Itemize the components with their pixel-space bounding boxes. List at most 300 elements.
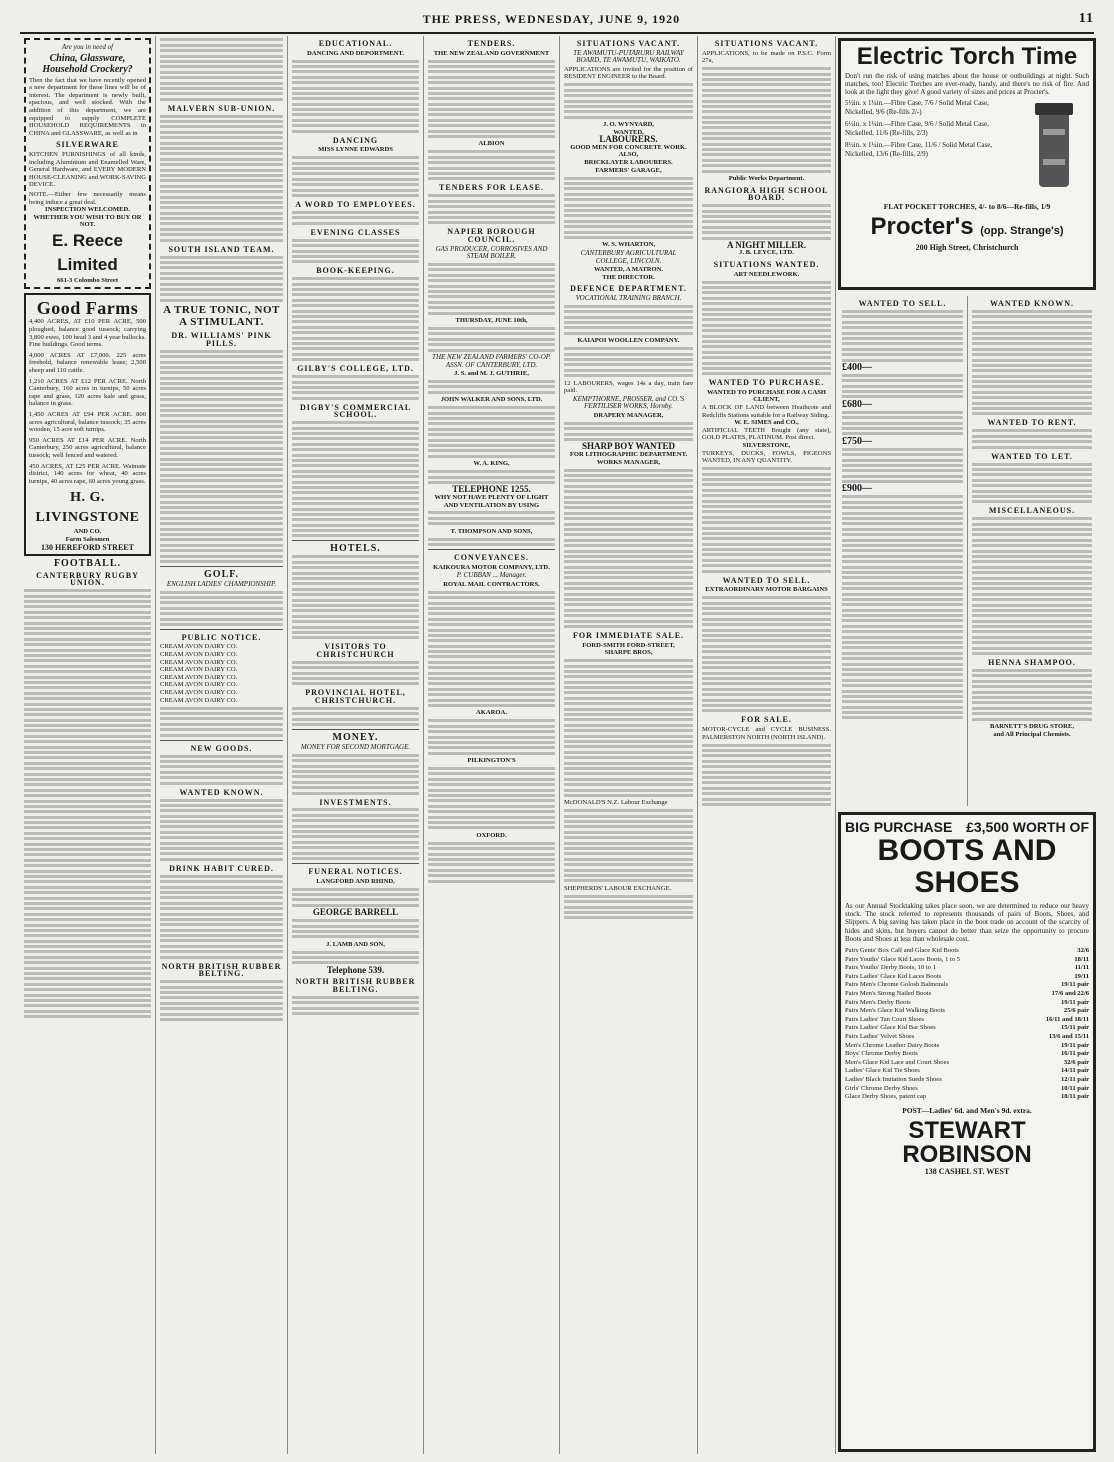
new-goods-text xyxy=(160,755,283,785)
boots-item-price: 19/11 xyxy=(1074,972,1089,980)
chalmers-text xyxy=(564,177,693,239)
king-name: W. A. KING, xyxy=(473,460,510,468)
torch-intro: Don't run the risk of using matches about the house or outbuildings at night. Such matches, too! Electric Torches are ever-ready, handy, and there's no risk of fire. And look at the light they give! A good variety of sizes and prices at Procter's. xyxy=(845,72,1089,96)
page-number: 11 xyxy=(1078,11,1094,26)
column-4 xyxy=(424,36,560,1454)
boots-price-row xyxy=(845,973,1089,982)
sell-text-e xyxy=(842,495,963,719)
mcdonalds-exchange: McDONALD'S N.Z. Labour Exchange xyxy=(564,799,668,807)
let-text xyxy=(972,463,1092,504)
torch-price-list xyxy=(845,99,1015,199)
guthrie-name: J. S. and M. J. GUTHRIE, xyxy=(454,370,529,378)
art-needlework: ART NEEDLEWORK. xyxy=(733,270,800,278)
evening-classes-heading: EVENING CLASSES xyxy=(310,227,401,237)
boots-item-price: 18/11 pair xyxy=(1060,1093,1089,1101)
henna-text xyxy=(972,669,1092,721)
boots-price-row xyxy=(845,1033,1089,1042)
cream-line: CREAM AVON DAIRY CO. xyxy=(160,673,238,681)
thursday-line: THURSDAY, JUNE 10th, xyxy=(455,316,528,324)
engineer-text xyxy=(564,83,693,118)
boots-top-line xyxy=(845,819,1089,835)
livingstone-name: H. G. LIVINGSTONE xyxy=(35,490,140,526)
evening-text xyxy=(292,239,419,264)
boots-item-price: 32/6 pair xyxy=(1063,1058,1089,1066)
south-island-text xyxy=(160,256,283,302)
cream-line: CREAM AVON DAIRY CO. xyxy=(160,658,238,666)
boots-intro: As our Annual Stocktaking takes place soon, we are determined to reduce our heavy stock. The stock referred to represents thousands of pairs of Boots, Shoes, and Slippers. A big saving has taken place in the boot trade on account of the scarcity of hides and skins, but buyers cannot do better than seize the opportunity to procure Boots and Shoes at less than wholesale cost. xyxy=(845,902,1089,943)
john-walker: JOHN WALKER AND SONS, LTD. xyxy=(440,396,543,404)
situations-vacant-heading-2: SITUATIONS VACANT. xyxy=(714,39,819,48)
gilby-text xyxy=(292,375,419,400)
investments-text xyxy=(292,808,419,860)
barrell-text xyxy=(292,919,419,938)
albion-name: ALBION xyxy=(478,140,505,148)
procters-line xyxy=(845,215,1089,243)
lamb-telephone: Telephone 539. xyxy=(326,964,385,975)
boots-price-row xyxy=(845,1085,1089,1094)
farm-item: 1,210 ACRES AT £12 PER ACRE. North Canterbury, 160 acres in turnips, 50 acres rape and grass, 120 acres kale and grass, balance in grass. xyxy=(29,377,146,408)
drapery-text xyxy=(564,422,693,441)
pink-pills-text xyxy=(160,350,283,563)
rubber-text-2 xyxy=(292,996,419,1015)
wanted-sell-heading-2: WANTED TO SELL. xyxy=(858,299,947,308)
procters-name: Procter's xyxy=(870,213,974,240)
boots-item-name: Pairs Ladies' Glace Kid Laces Boots xyxy=(845,972,942,980)
price-750: £750— xyxy=(842,435,872,447)
rubber-belting-text xyxy=(160,980,283,1021)
canterbury-agricultural: CANTERBURY AGRICULTURAL COLLEGE, LINCOLN. xyxy=(580,248,677,265)
cream-line: CREAM AVON DAIRY CO. xyxy=(160,651,238,659)
provincial-heading: PROVINCIAL HOTEL, CHRISTCHURCH. xyxy=(305,688,406,706)
lamb-text xyxy=(292,951,419,965)
needlework-text xyxy=(702,281,831,376)
provincial-text xyxy=(292,707,419,726)
good-farms-title: Good Farms xyxy=(36,298,139,319)
investments-heading: INVESTMENTS. xyxy=(319,797,392,807)
purchase-cash: WANTED TO PURCHASE FOR A CASH CLIENT, xyxy=(706,388,826,404)
drink-habit-heading: DRINK HABIT CURED. xyxy=(169,863,274,873)
boots-price-row xyxy=(845,1067,1089,1076)
dancing-deportment: DANCING AND DEPORTMENT. xyxy=(307,49,404,57)
pilkington-name: PILKINGTON'S xyxy=(467,757,516,765)
sharpe-bros: SHARPE BROS, xyxy=(604,649,653,657)
cream-line: CREAM AVON DAIRY CO. xyxy=(160,681,238,689)
pilkington-text xyxy=(428,767,555,829)
golf-subheading: ENGLISH LADIES' CHAMPIONSHIP. xyxy=(166,579,277,588)
wanted-known-heading: WANTED KNOWN. xyxy=(179,787,264,797)
boots-item-name: Pairs Ladies' Tan Court Shoes xyxy=(845,1015,924,1023)
walker-text xyxy=(428,406,555,458)
boots-price-row xyxy=(845,1050,1089,1059)
engineer-applications: APPLICATIONS are invited for the position of RESIDENT ENGINEER to the Board. xyxy=(564,65,693,81)
thursday-text xyxy=(428,327,555,352)
big-purchase: BIG PURCHASE xyxy=(845,819,953,835)
sell-text-a xyxy=(842,310,963,362)
boots-item-name: Pairs Gents' Box Calf and Glace Kid Boots xyxy=(845,947,959,955)
government-text xyxy=(428,60,555,138)
sell-text-d xyxy=(842,448,963,483)
boots-item-name: Pairs Men's Derby Boots xyxy=(845,998,911,1006)
boots-price-row xyxy=(845,1059,1089,1068)
rubber-belting-heading-2: NORTH BRITISH RUBBER BELTING. xyxy=(295,977,416,995)
boots-item-price: 17/6 and 22/6 xyxy=(1051,989,1089,997)
turkeys-text xyxy=(702,467,831,572)
boots-item-price: 19/11 pair xyxy=(1060,981,1089,989)
boots-item-price: 18/11 xyxy=(1074,955,1089,963)
column-2 xyxy=(156,36,288,1454)
boots-price-row xyxy=(845,1093,1089,1102)
kempthorne: KEMPTHORNE, PROSSER, and CO.'S FERTILISER WORKS, Hornby. xyxy=(572,394,685,411)
immediate-sale-text xyxy=(564,659,693,797)
dancing-heading: DANCING xyxy=(332,135,379,145)
barnett-name: BARNETT'S DRUG STORE, xyxy=(990,722,1074,730)
column-5 xyxy=(560,36,698,1454)
public-works: Public Works Department. xyxy=(728,174,805,182)
rugby-text xyxy=(24,589,151,1018)
wanted-labourers: WANTED, xyxy=(613,128,644,136)
livingstone-address: 130 HEREFORD STREET xyxy=(41,542,134,552)
kaikoura-text xyxy=(428,591,555,707)
funeral-heading: FUNERAL NOTICES. xyxy=(308,867,403,876)
col2-top-text xyxy=(160,38,283,100)
oxford-text xyxy=(428,842,555,883)
bargains-text xyxy=(702,596,831,712)
wynyard-name: J. O. WYNYARD, xyxy=(602,121,655,129)
livingstone-tag: Farm Salesmen xyxy=(65,535,110,543)
boots-item-name: Pairs Ladies' Velvet Shoes xyxy=(845,1032,915,1040)
known-text-a xyxy=(972,310,1092,415)
column-6 xyxy=(698,36,836,1454)
cream-list xyxy=(160,643,283,704)
cream-line: CREAM AVON DAIRY CO. xyxy=(160,666,238,674)
farmers-coop: THE NEW ZEALAND FARMERS' CO-OP. ASSN. OF CANTERBURY, LTD. xyxy=(432,352,551,369)
wharton-name: W. S. WHARTON, xyxy=(602,241,655,249)
thompson-name: T. THOMPSON AND SONS, xyxy=(450,527,533,535)
leyce-name: J. B. LEYCE, LTD. xyxy=(739,249,794,257)
boots-item-price: 16/11 and 18/11 xyxy=(1045,1015,1089,1023)
works-manager: WORKS MANAGER, xyxy=(596,458,661,466)
boots-item-price: 11/11 xyxy=(1074,964,1089,972)
conveyances-heading: CONVEYANCES. xyxy=(453,553,530,563)
reece-silverware-body: KITCHEN FURNISHINGS of all kinds, including Aluminium and Enamelled Ware, General Hardware, and EVERY MODERN HOUSE-CLEANING and WORK-SAVING DEVICE. xyxy=(29,150,146,189)
wanted-let-heading: WANTED TO LET. xyxy=(991,451,1073,461)
boots-advert xyxy=(838,812,1096,1452)
why-not: WHY NOT HAVE PLENTY OF LIGHT AND VENTILATION BY USING xyxy=(434,493,549,509)
twelve-labourers: 12 LABOURERS, wages 14s a day, train fare paid. xyxy=(564,379,693,395)
reece-name: E. Reece Limited xyxy=(52,230,123,274)
oxford-heading: OXFORD. xyxy=(476,831,507,839)
drapery-manager: DRAPERY MANAGER, xyxy=(593,411,664,419)
dancing-text xyxy=(292,60,419,133)
reece-inspection: INSPECTION WELCOMED. WHETHER YOU WISH TO BUY OR NOT. xyxy=(33,206,142,229)
price-680: £680— xyxy=(842,398,872,410)
motor-cycles: MOTOR-CYCLE and CYCLE BUSINESS. PALMERSTON NORTH (NORTH ISLAND). xyxy=(702,726,831,741)
sell-text-c xyxy=(842,411,963,436)
turkeys: TURKEYS, DUCKS, FOWLS, PIGEONS WANTED, IN ANY QUANTITY. xyxy=(702,449,831,465)
motor-bargains: EXTRAORDINARY MOTOR BARGAINS xyxy=(705,586,828,594)
reece-note: NOTE.—Either few necessarily means being induce a great deal. xyxy=(29,190,146,206)
ps-text xyxy=(702,67,831,172)
digby-heading: DIGBY'S COMMERCIAL SCHOOL. xyxy=(299,402,412,420)
silverstone: SILVERSTONE, xyxy=(742,442,791,450)
column-7 xyxy=(838,296,968,806)
boots-item-name: Ladies' Glace Kid Tie Shoes xyxy=(845,1067,920,1075)
torch-price-row: 5½in. x 1¼in.—Fibre Case, 7/6 / Solid Metal Case, Nickelled, 9/6 (Re-fills 2/-) xyxy=(845,99,989,116)
sell-text-b xyxy=(842,374,963,399)
farm-item: 950 ACRES AT £14 PER ACRE. North Canterbury, 250 acres agricultural, balance tussock; well fenced and watered. xyxy=(29,436,146,459)
boots-item-price: 32/6 xyxy=(1077,947,1089,955)
boots-item-price: 15/11 pair xyxy=(1060,1024,1089,1032)
boots-price-row xyxy=(845,1042,1089,1051)
reece-question-1: Are you in need of xyxy=(61,43,114,51)
football-heading: FOOTBALL. xyxy=(53,558,122,570)
simes-name: W. E. SIMES and CO., xyxy=(734,419,799,427)
tenders-heading: TENDERS. xyxy=(467,39,516,48)
rent-text xyxy=(972,429,1092,448)
rangiora-heading: RANGIORA HIGH SCHOOL BOARD. xyxy=(704,185,829,203)
for-sale-heading: FOR SALE. xyxy=(741,715,792,725)
boots-price-row xyxy=(845,1007,1089,1016)
also-line: ALSO, xyxy=(618,151,639,159)
good-farms-list xyxy=(29,318,146,485)
tonic-heading: A TRUE TONIC, NOT A STIMULANT. xyxy=(163,304,280,329)
worth-line: £3,500 WORTH OF xyxy=(966,819,1089,835)
artificial-teeth: ARTIFICIAL TEETH Bought (any state), GOLD PLATES, PLATINUM. Post direct. xyxy=(702,426,831,442)
telephone-1255: TELEPHONE 1255. xyxy=(452,484,531,495)
edwards-text xyxy=(292,156,419,197)
defence-text xyxy=(564,305,693,335)
kaiapoi-text xyxy=(564,347,693,377)
boots-price-row xyxy=(845,990,1089,999)
defence-heading: DEFENCE DEPARTMENT. xyxy=(570,284,687,294)
reece-address: 661-3 Colombo Street xyxy=(56,276,119,284)
situations-wanted-heading: SITUATIONS WANTED. xyxy=(713,260,820,270)
reece-advert xyxy=(24,38,151,289)
miscellaneous-heading: MISCELLANEOUS. xyxy=(988,506,1076,516)
torch-icon xyxy=(1021,99,1087,199)
malvern-heading: MALVERN SUB-UNION. xyxy=(167,103,276,113)
cream-line: CREAM AVON DAIRY CO. xyxy=(160,689,238,697)
boots-item-price: 16/11 pair xyxy=(1060,1050,1089,1058)
price-900: £900— xyxy=(842,483,872,495)
visitors-heading: VISITORS TO CHRISTCHURCH xyxy=(316,642,395,659)
boots-item-name: Pairs Men's Strong Nailed Boots xyxy=(845,989,932,997)
boots-item-name: Men's Glace Kid Lace and Court Shoes xyxy=(845,1058,950,1066)
lease-text xyxy=(428,194,555,224)
farmers-garage: FARMERS' GARAGE, xyxy=(595,166,662,174)
boots-item-name: Boys' Chrome Derby Boots xyxy=(845,1050,918,1058)
boots-item-name: Pairs Men's Glace Kid Walking Boots xyxy=(845,1007,945,1015)
block-of-land: A BLOCK OF LAND between Heathcote and Redcliffs Stations suitable for a Railway Siding. xyxy=(702,404,831,419)
kaikoura-motor: KAIKOURA MOTOR COMPANY, LTD. xyxy=(433,563,550,571)
boots-item-price: 10/11 pair xyxy=(1060,1084,1089,1092)
educational-heading: EDUCATIONAL. xyxy=(318,39,393,48)
cubban-manager: P. CUBBAN ... Manager. xyxy=(456,571,527,580)
masthead-title: THE PRESS, WEDNESDAY, JUNE 9, 1920 xyxy=(422,11,681,26)
boots-item-name: Pairs Youths' Derby Boots, 10 to 1 xyxy=(845,964,936,972)
wanted-purchase-heading: WANTED TO PURCHASE. xyxy=(708,378,825,388)
mcdonalds-text xyxy=(564,809,693,882)
visitors-text xyxy=(292,661,419,686)
boots-item-name: Ladies' Black Imitation Suede Shoes xyxy=(845,1075,942,1083)
farm-item: 4,000 ACRES AT £7,000. 225 acres freehold, balance renewable lease; 2,500 sheep and 110 cattle. xyxy=(29,351,146,375)
drink-habit-text xyxy=(160,875,283,959)
money-heading: MONEY. xyxy=(332,732,379,744)
shepherds-text xyxy=(564,895,693,920)
situations-vacant-heading: SITUATIONS VACANT. xyxy=(576,39,681,48)
masthead xyxy=(20,6,1094,34)
wanted-known-text xyxy=(160,799,283,861)
money-subheading: MONEY FOR SECOND MORTGAGE. xyxy=(300,742,411,751)
kaiapoi-woollen: KAIAPOI WOOLLEN COMPANY. xyxy=(577,337,680,345)
boots-price-row xyxy=(845,947,1089,956)
misc-text xyxy=(972,517,1092,655)
stewart-address: 138 CASHEL ST. WEST xyxy=(924,1166,1010,1176)
boots-item-price: 19/11 pair xyxy=(1060,1041,1089,1049)
cream-line: CREAM AVON DAIRY CO. xyxy=(160,696,238,704)
wanted-sell-heading: WANTED TO SELL. xyxy=(722,575,811,585)
torch-price-row: 6½in. x 1¼in.—Fibre Case, 9/6 / Solid Metal Case, Nickelled, 11/6 (Re-fills, 2/3) xyxy=(845,120,989,137)
boots-item-name: Girls' Chrome Derby Shoes xyxy=(845,1084,918,1092)
rangiora-text xyxy=(702,204,831,239)
labourers: LABOURERS. xyxy=(599,134,658,145)
rugby-heading: CANTERBURY RUGBY UNION. xyxy=(36,570,139,588)
boots-item-price: 13/6 and 15/11 xyxy=(1048,1032,1089,1040)
henna-heading: HENNA SHAMPOO. xyxy=(988,658,1076,668)
procters-address: 200 High Street, Christchurch xyxy=(915,243,1019,252)
akaroa-text xyxy=(428,719,555,754)
lease-heading: TENDERS FOR LEASE. xyxy=(439,183,544,193)
employees-text xyxy=(292,211,419,225)
good-farms-advert xyxy=(24,293,151,556)
barrell-name: GEORGE BARRELL xyxy=(312,907,399,918)
nz-government: THE NEW ZEALAND GOVERNMENT xyxy=(433,49,550,57)
guthrie-text xyxy=(428,380,555,394)
boots-price-row xyxy=(845,1016,1089,1025)
night-miller: A NIGHT MILLER. xyxy=(726,239,807,250)
procters-sub: (opp. Strange's) xyxy=(980,225,1064,237)
golf-heading: GOLF. xyxy=(204,568,239,580)
boots-item-name: Glace Derby Shoes, patent cap xyxy=(845,1093,927,1101)
works-text xyxy=(564,469,693,628)
hotels-heading: HOTELS. xyxy=(330,543,381,555)
cream-line: CREAM AVON DAIRY CO. xyxy=(160,643,238,651)
boots-item-price: 19/11 pair xyxy=(1060,998,1089,1006)
lamb-name: J. LAMB AND SON, xyxy=(326,940,385,948)
public-notice-heading: PUBLIC NOTICE. xyxy=(181,632,262,642)
torch-image xyxy=(1019,99,1089,199)
bricklayer-labourers: BRICKLAYER LABOURERS. xyxy=(584,159,673,167)
king-text xyxy=(428,470,555,484)
boots-item-name: Pairs Youths' Glace Kid Laces Boots, 1 to 5 xyxy=(845,955,961,963)
good-men: GOOD MEN FOR CONCRETE WORK. xyxy=(570,143,687,151)
boots-price-row xyxy=(845,956,1089,965)
malvern-text xyxy=(160,115,283,242)
akaroa-heading: AKAROA. xyxy=(476,709,507,717)
ps-applications: APPLICATIONS, to be made on P.S.C. Form 27a, xyxy=(702,49,831,65)
torch-advert xyxy=(838,38,1096,290)
immediate-sale-heading: FOR IMMEDIATE SALE. xyxy=(572,630,685,640)
column-1 xyxy=(20,36,156,1454)
wanted-rent-heading: WANTED TO RENT. xyxy=(987,418,1077,428)
boots-item-price: 25/6 pair xyxy=(1063,1007,1089,1015)
reece-question-2: China, Glassware, Household Crockery? xyxy=(42,52,133,75)
torch-price-row: 8½in. x 1¼in.—Fibre Case, 11/6 / Solid Metal Case, Nickelled, 13/6 (Re-fills, 2/9) xyxy=(845,141,993,158)
torch-flat: FLAT POCKET TORCHES, 4/- to 8/6—Re-fills, 1/9 xyxy=(883,202,1051,211)
stewart-robinson: STEWART ROBINSON xyxy=(902,1116,1032,1168)
boots-price-row xyxy=(845,981,1089,990)
farm-item: 450 ACRES, AT £25 PER ACRE. Waimate district, 140 acres for wheat, 40 acres turnips, 40 acres rape, 60 acres young grass. xyxy=(29,462,146,485)
napier-heading: NAPIER BOROUGH COUNCIL. xyxy=(447,227,536,244)
bookkeeping-heading: BOOK-KEEPING. xyxy=(316,266,395,276)
boots-item-name: Pairs Men's Chrome Golosh Balmorals xyxy=(845,981,949,989)
new-goods-heading: NEW GOODS. xyxy=(190,743,253,753)
reece-silverware-head: SILVERWARE xyxy=(56,140,119,150)
boots-item-name: Men's Chrome Leather Dairy Boots xyxy=(845,1041,940,1049)
gilby-heading: GILBY'S COLLEGE, LTD. xyxy=(297,364,414,374)
sharp-boy: SHARP BOY WANTED xyxy=(581,441,676,452)
cream-text xyxy=(160,707,283,737)
torch-title: Electric Torch Time xyxy=(856,43,1078,70)
motor-cycles-text xyxy=(702,744,831,806)
column-8 xyxy=(968,296,1096,806)
column-3 xyxy=(288,36,424,1454)
farm-item: 4,400 ACRES, AT £10 PER ACRE, 500 ploughed, balance good tussock; carrying 3,800 ewes, 100 head 3 and 4 year bullocks. Fine buildings. Good terms. xyxy=(29,318,146,349)
lithographic: FOR LITHOGRAPHIC DEPARTMENT. xyxy=(569,451,688,459)
napier-text xyxy=(428,263,555,315)
word-to-employees-heading: A WORD TO EMPLOYEES. xyxy=(295,199,416,209)
boots-item-name: Pairs Ladies' Glace Kid Bar Shoes xyxy=(845,1024,936,1032)
thompson-text xyxy=(428,538,555,546)
vocational-training: VOCATIONAL TRAINING BRANCH. xyxy=(575,293,682,302)
boots-price-row xyxy=(845,999,1089,1008)
money-text xyxy=(292,754,419,795)
boots-title: BOOTS AND SHOES xyxy=(877,834,1057,899)
boots-price-row xyxy=(845,964,1089,973)
langford-text xyxy=(292,888,419,907)
pink-pills-heading: DR. WILLIAMS' PINK PILLS. xyxy=(171,331,272,348)
boots-price-row xyxy=(845,1024,1089,1033)
boots-item-price: 14/11 pair xyxy=(1060,1067,1089,1075)
why-not-text xyxy=(428,511,555,525)
golf-text xyxy=(160,591,283,626)
farm-item: 1,450 ACRES AT £94 PER ACRE. 800 acres agricultural, balance tussock; 35 acres wooden, 15 acre soft turnips. xyxy=(29,411,146,434)
wanted-known-heading-2: WANTED KNOWN. xyxy=(989,299,1075,308)
south-island-team-heading: SOUTH ISLAND TEAM. xyxy=(168,244,275,254)
boots-item-price: 12/11 pair xyxy=(1060,1075,1089,1083)
chemists-line: and All Principal Chemists. xyxy=(993,730,1071,738)
edwards-name: MISS LYNNE EDWARDS xyxy=(318,146,393,154)
price-400: £400— xyxy=(842,361,872,373)
albion-text xyxy=(428,150,555,180)
reece-body: Then the fact that we have recently opened a new department for these lines will be of interest. The department is newly built, spacious, and well stocked. With the addition of this department, we are equipped to supply COMPLETE HOUSEHOLD REQUIREMENTS in CHINA and GLASSWARE, as well as in xyxy=(29,76,146,137)
shepherds-exchange: SHEPHERDS' LABOUR EXCHANGE. xyxy=(564,884,672,892)
langford-name: LANGFORD AND RHIND, xyxy=(316,877,395,885)
livingstone-sub: AND CO. xyxy=(73,528,102,536)
rubber-belting-heading: NORTH BRITISH RUBBER BELTING. xyxy=(161,961,282,979)
wanted-matron: WANTED, A MATRON. xyxy=(593,266,664,274)
digby-text xyxy=(292,421,419,537)
hotels-text xyxy=(292,555,419,639)
boots-price-row xyxy=(845,1076,1089,1085)
te-awamutu: TE AWAMUTU-PUTARURU RAILWAY BOARD, TE AWAMUTU, WAIKATO. xyxy=(573,48,684,65)
ford-smith: FORD-SMITH FORD-STREET, xyxy=(582,641,675,649)
director: THE DIRECTOR. xyxy=(602,273,655,281)
boots-price-list xyxy=(845,947,1089,1102)
royal-mail: ROYAL MAIL CONTRACTORS. xyxy=(443,580,540,588)
bookkeeping-text xyxy=(292,277,419,361)
gas-producer: GAS PRODUCER, CORROSIVES AND STEAM BOILER. xyxy=(435,244,548,261)
